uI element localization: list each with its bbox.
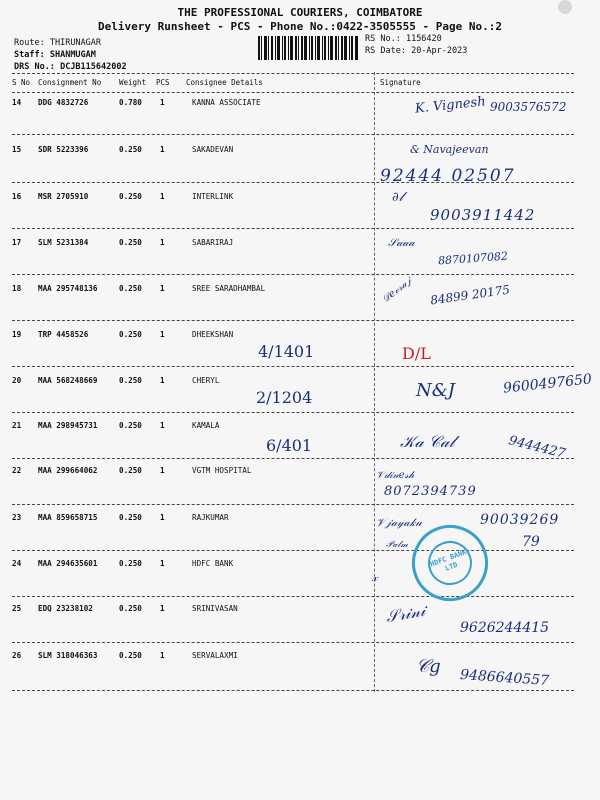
phone-r17: 8870107082: [437, 249, 509, 268]
signature-r17: 𝒮𝒶𝒶𝒶: [388, 236, 415, 249]
table-row: [12, 559, 574, 605]
row-pcs: 1: [160, 604, 165, 613]
row-rule: [12, 550, 574, 551]
row-weight: 0.250: [119, 421, 142, 430]
row-pcs: 1: [160, 466, 165, 475]
phone-r26: 9486640557: [459, 666, 550, 690]
row-sno: 16: [12, 192, 22, 201]
table-row: [12, 466, 574, 512]
row-weight: 0.250: [119, 604, 142, 613]
row-consignment: MAA 298945731: [38, 421, 98, 430]
row-pcs: 1: [160, 559, 165, 568]
row-sno: 22: [12, 466, 22, 475]
row-consignee: RAJKUMAR: [192, 513, 229, 522]
bank-stamp-text: HDFC BANK LTD: [429, 548, 468, 573]
rs-no-line: [365, 34, 442, 44]
route-line: [14, 38, 101, 48]
drs-label: DRS No.:: [14, 62, 55, 72]
row-rule: [12, 642, 574, 643]
staff-line: [14, 50, 96, 60]
row-consignee: DHEEKSHAN: [192, 330, 234, 339]
row-consignment: MAA 295748136: [38, 284, 98, 293]
phone-r16: 9003911442: [430, 206, 536, 224]
phone-r14: 9003576572: [490, 100, 567, 114]
col-signature: Signature: [380, 78, 421, 87]
row-pcs: 1: [160, 330, 165, 339]
bank-stamp-inner: [422, 535, 478, 591]
row-rule: [12, 596, 574, 597]
row-rule: [12, 412, 574, 413]
rs-no-value: 1156420: [405, 34, 442, 44]
signature-r15: & Navajeevan: [410, 143, 489, 156]
row-consignee: VGTM HOSPITAL: [192, 466, 252, 475]
row-weight: 0.250: [119, 466, 142, 475]
phone-r21: 9444427: [507, 433, 567, 462]
row-consignee: HDFC BANK: [192, 559, 234, 568]
col-consignee: Consignee Details: [186, 78, 263, 87]
row-pcs: 1: [160, 145, 165, 154]
phone-r20: 9600497650: [502, 371, 593, 397]
row-sno: 24: [12, 559, 22, 568]
staff-label: Staff:: [14, 50, 45, 60]
row-pcs: 1: [160, 376, 165, 385]
table-bottom-rule: [12, 690, 574, 691]
row-consignment: MSR 2705910: [38, 192, 89, 201]
signature-r25: 𝒮𝓇𝒾𝓃𝒾: [384, 600, 427, 627]
row-sno: 17: [12, 238, 22, 247]
row-consignment: MAA 568248669: [38, 376, 98, 385]
note-r23: 𝒫𝒶𝓁𝓂: [386, 540, 409, 550]
row-sno: 23: [12, 513, 22, 522]
row-weight: 0.250: [119, 284, 142, 293]
row-sno: 26: [12, 651, 22, 660]
row-rule: [12, 134, 574, 135]
row-weight: 0.250: [119, 559, 142, 568]
phone-r15: 92444 02507: [380, 166, 516, 186]
row-consignee: KANNA ASSOCIATE: [192, 98, 261, 107]
row-consignee: SAKADEVAN: [192, 145, 234, 154]
row-consignment: SDR 5223396: [38, 145, 89, 154]
signature-r20: N&J: [416, 380, 455, 401]
signature-r14: K. Vignesh: [414, 94, 487, 117]
row-weight: 0.250: [119, 238, 142, 247]
row-pcs: 1: [160, 192, 165, 201]
phone-r18: 84899 20175: [429, 282, 511, 308]
row-consignee: SABARIRAJ: [192, 238, 234, 247]
rs-date-label: RS Date:: [365, 46, 406, 56]
row-weight: 0.250: [119, 192, 142, 201]
row-consignee: KAMALA: [192, 421, 220, 430]
col-consignment: Consignment No: [38, 78, 102, 87]
drs-value: DCJB115642002: [60, 62, 127, 72]
row-pcs: 1: [160, 421, 165, 430]
drs-line: [14, 62, 127, 72]
row-sno: 25: [12, 604, 22, 613]
note-r21: 6/401: [266, 436, 313, 455]
signature-r26: 𝒞𝑔: [416, 656, 441, 677]
row-weight: 0.250: [119, 145, 142, 154]
col-pcs: PCS: [156, 78, 170, 87]
mark-r24: 𝓍: [372, 570, 378, 584]
row-pcs: 1: [160, 238, 165, 247]
signature-r21: 𝒦𝒶 𝒞𝒶𝓁: [400, 432, 455, 451]
row-sno: 18: [12, 284, 22, 293]
rs-no-label: RS No.:: [365, 34, 401, 44]
staff-value: SHANMUGAM: [49, 50, 96, 60]
row-weight: 0.250: [119, 330, 142, 339]
row-sno: 14: [12, 98, 22, 107]
row-sno: 15: [12, 145, 22, 154]
route-label: Route:: [14, 38, 45, 48]
mark-r19: D/L: [402, 344, 431, 363]
row-weight: 0.250: [119, 513, 142, 522]
row-pcs: 1: [160, 513, 165, 522]
row-consignee: SRINIVASAN: [192, 604, 238, 613]
rs-date-line: [365, 46, 467, 56]
row-rule: [12, 320, 574, 321]
signature-r22: 𝒱𝒹𝒾𝓃𝑒𝓈𝒽: [376, 470, 415, 481]
row-consignment: DDG 4832726: [38, 98, 89, 107]
row-rule: [12, 228, 574, 229]
rs-date-value: 20-Apr-2023: [411, 46, 468, 56]
signature-r16: ∂𝓁: [392, 190, 404, 205]
note-r19: 4/1401: [258, 342, 315, 361]
row-rule: [12, 458, 574, 459]
route-value: THIRUNAGAR: [49, 38, 102, 48]
row-consignment: SLM 318046363: [38, 651, 98, 660]
row-rule: [12, 504, 574, 505]
phone-r22: 8072394739: [384, 484, 477, 499]
phone-r23-suffix: 79: [522, 534, 540, 550]
note-r20: 2/1204: [256, 388, 313, 407]
row-consignee: SERVALAXMI: [192, 651, 238, 660]
page-title: THE PROFESSIONAL COURIERS, COIMBATORE: [177, 6, 423, 19]
row-rule: [12, 366, 574, 367]
row-rule: [12, 274, 574, 275]
row-sno: 21: [12, 421, 22, 430]
row-pcs: 1: [160, 284, 165, 293]
row-weight: 0.250: [119, 376, 142, 385]
row-consignment: MAA 294635601: [38, 559, 98, 568]
row-consignment: MAA 859658715: [38, 513, 98, 522]
table-header: [12, 78, 574, 92]
header-bottom-rule: [12, 92, 574, 93]
row-weight: 0.780: [119, 98, 142, 107]
row-consignee: SREE SARADHAMBAL: [192, 284, 266, 293]
row-consignment: TRP 4458526: [38, 330, 89, 339]
page-subtitle: Delivery Runsheet - PCS - Phone No.:0422-3505555 - Page No.:2: [98, 20, 502, 33]
row-consignee: CHERYL: [192, 376, 220, 385]
row-consignment: EDQ 23238102: [38, 604, 93, 613]
col-sno: S No: [12, 78, 31, 87]
row-pcs: 1: [160, 651, 165, 660]
header-top-rule: [12, 73, 574, 74]
row-weight: 0.250: [119, 651, 142, 660]
phone-r23: 90039269: [480, 512, 560, 528]
row-sno: 19: [12, 330, 22, 339]
signature-r18: 𝒟𝑒𝓋𝓇𝒶𝒿: [380, 275, 414, 306]
row-consignment: SLM 5231384: [38, 238, 89, 247]
row-consignee: INTERLINK: [192, 192, 234, 201]
row-pcs: 1: [160, 98, 165, 107]
phone-r25: 9626244415: [460, 620, 550, 636]
barcode: [258, 36, 358, 60]
row-consignment: MAA 299664062: [38, 466, 98, 475]
signature-r23: 𝒱𝒿𝒶𝓎𝒶𝓀𝓊: [376, 516, 422, 529]
col-weight: Weight: [119, 78, 147, 87]
row-sno: 20: [12, 376, 22, 385]
